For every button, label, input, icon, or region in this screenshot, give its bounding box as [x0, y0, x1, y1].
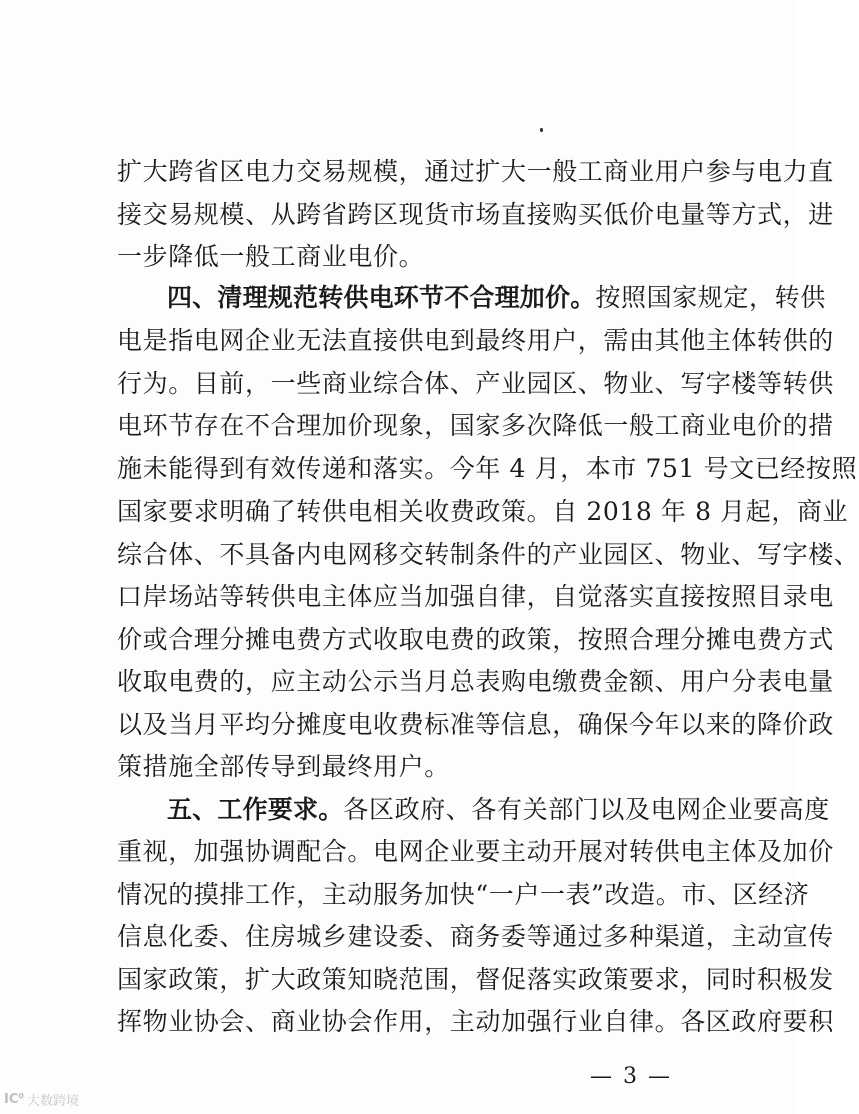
text-line: 策措施全部传导到最终用户。: [117, 752, 450, 781]
watermark: [4, 1089, 79, 1109]
text-line: 重视，加强协调配合。电网企业要主动开展对转供电主体及加价: [117, 837, 834, 866]
text-line: 电环节存在不合理加价现象，国家多次降低一般工商业电价的措: [117, 411, 834, 440]
text-line: 挥物业协会、商业协会作用，主动加强行业自律。各区政府要积: [117, 1007, 834, 1036]
scan-speck: [540, 128, 543, 132]
text-line: 口岸场站等转供电主体应当加强自律，自觉落实直接按照目录电: [117, 582, 834, 611]
watermark-text: 大数跨境: [27, 1093, 80, 1109]
text-line: 接交易规模、从跨省跨区现货市场直接购买低价电量等方式，进: [117, 200, 834, 229]
text-line: 信息化委、住房城乡建设委、商务委等通过多种渠道，主动宣传: [117, 922, 834, 951]
text-line: 施未能得到有效传递和落实。今年 4 月，本市 751 号文已经按照: [117, 454, 858, 483]
logo-icon: IC⁰: [4, 1091, 25, 1107]
text-line: 国家政策，扩大政策知晓范围，督促落实政策要求，同时积极发: [117, 965, 834, 994]
text-line: 价或合理分摊电费方式收取电费的政策，按照合理分摊电费方式: [117, 625, 834, 654]
text-line: 行为。目前，一些商业综合体、产业园区、物业、写字楼等转供: [117, 369, 834, 398]
text-line: 扩大跨省区电力交易规模，通过扩大一般工商业用户参与电力直: [117, 157, 834, 186]
section-five-heading: 五、工作要求。: [167, 795, 344, 824]
text-line: 一步降低一般工商业电价。: [117, 242, 425, 271]
text-line: 情况的摸排工作，主动服务加快“一户一表”改造。市、区经济: [117, 880, 810, 909]
section-four-first-line-text: 按照国家规定，转供: [595, 283, 826, 312]
text-line: 收取电费的，应主动公示当月总表购电缴费金额、用户分表电量: [117, 667, 834, 696]
section-five-first-line: [167, 795, 830, 825]
text-line: 国家要求明确了转供电相关收费政策。自 2018 年 8 月起，商业: [117, 497, 849, 526]
page-number: — 3 —: [590, 1064, 672, 1089]
text-line: 电是指电网企业无法直接供电到最终用户，需由其他主体转供的: [117, 326, 834, 355]
text-line: 以及当月平均分摊度电收费标准等信息，确保今年以来的降价政: [117, 710, 834, 739]
section-four-first-line: [167, 283, 826, 313]
text-line: 综合体、不具备内电网移交转制条件的产业园区、物业、写字楼、: [117, 540, 859, 569]
section-four-heading: 四、清理规范转供电环节不合理加价。: [167, 283, 596, 312]
section-five-first-line-text: 各区政府、各有关部门以及电网企业要高度: [343, 795, 830, 824]
